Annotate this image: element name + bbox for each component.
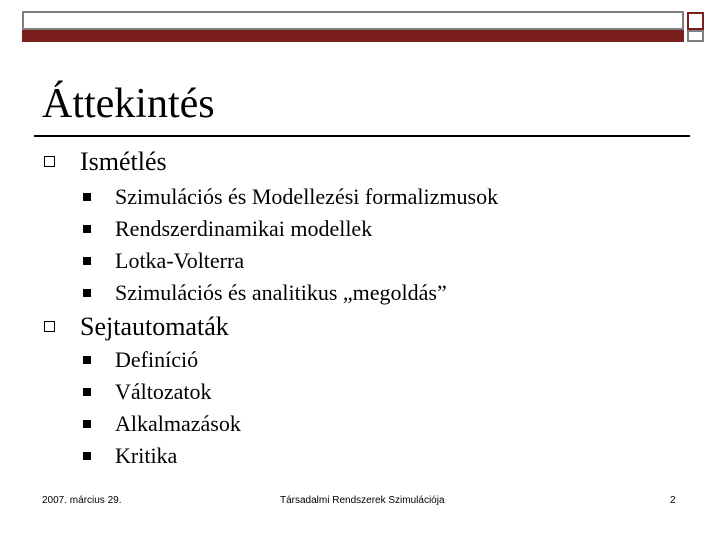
page-number: 2: [670, 495, 676, 506]
header-square-top: [687, 12, 704, 30]
section-label: Ismétlés: [80, 147, 167, 176]
header-bar-outline: [22, 11, 684, 30]
section-sejtautomatak: [0, 311, 720, 345]
filled-square-bullet-icon: [83, 452, 91, 460]
list-item: [0, 442, 720, 474]
filled-square-bullet-icon: [83, 257, 91, 265]
list-item-label: Szimulációs és analitikus „megoldás”: [115, 280, 447, 305]
footer-date: 2007. március 29.: [42, 495, 122, 506]
section-ismetles: [0, 146, 720, 180]
list-item-label: Rendszerdinamikai modellek: [115, 216, 373, 241]
list-item-label: Változatok: [115, 379, 212, 404]
hollow-square-bullet-icon: [44, 156, 55, 167]
slide-title: Áttekintés: [42, 81, 215, 127]
hollow-square-bullet-icon: [44, 321, 55, 332]
filled-square-bullet-icon: [83, 388, 91, 396]
list-item-label: Definíció: [115, 347, 199, 372]
filled-square-bullet-icon: [83, 193, 91, 201]
filled-square-bullet-icon: [83, 225, 91, 233]
section-label: Sejtautomaták: [80, 312, 229, 341]
filled-square-bullet-icon: [83, 420, 91, 428]
list-item: [0, 247, 720, 279]
filled-square-bullet-icon: [83, 356, 91, 364]
list-item: [0, 410, 720, 442]
list-item: [0, 215, 720, 247]
list-item: [0, 183, 720, 215]
list-item-label: Kritika: [115, 443, 178, 468]
title-underline: [34, 135, 690, 137]
filled-square-bullet-icon: [83, 289, 91, 297]
header-square-bottom: [687, 30, 704, 42]
list-item: [0, 378, 720, 410]
footer-course-title: Társadalmi Rendszerek Szimulációja: [280, 495, 445, 506]
list-item-label: Lotka-Volterra: [115, 248, 245, 273]
list-item: [0, 279, 720, 311]
header-bar-dark: [22, 30, 684, 42]
list-item-label: Szimulációs és Modellezési formalizmusok: [115, 184, 499, 209]
list-item: [0, 346, 720, 378]
list-item-label: Alkalmazások: [115, 411, 241, 436]
